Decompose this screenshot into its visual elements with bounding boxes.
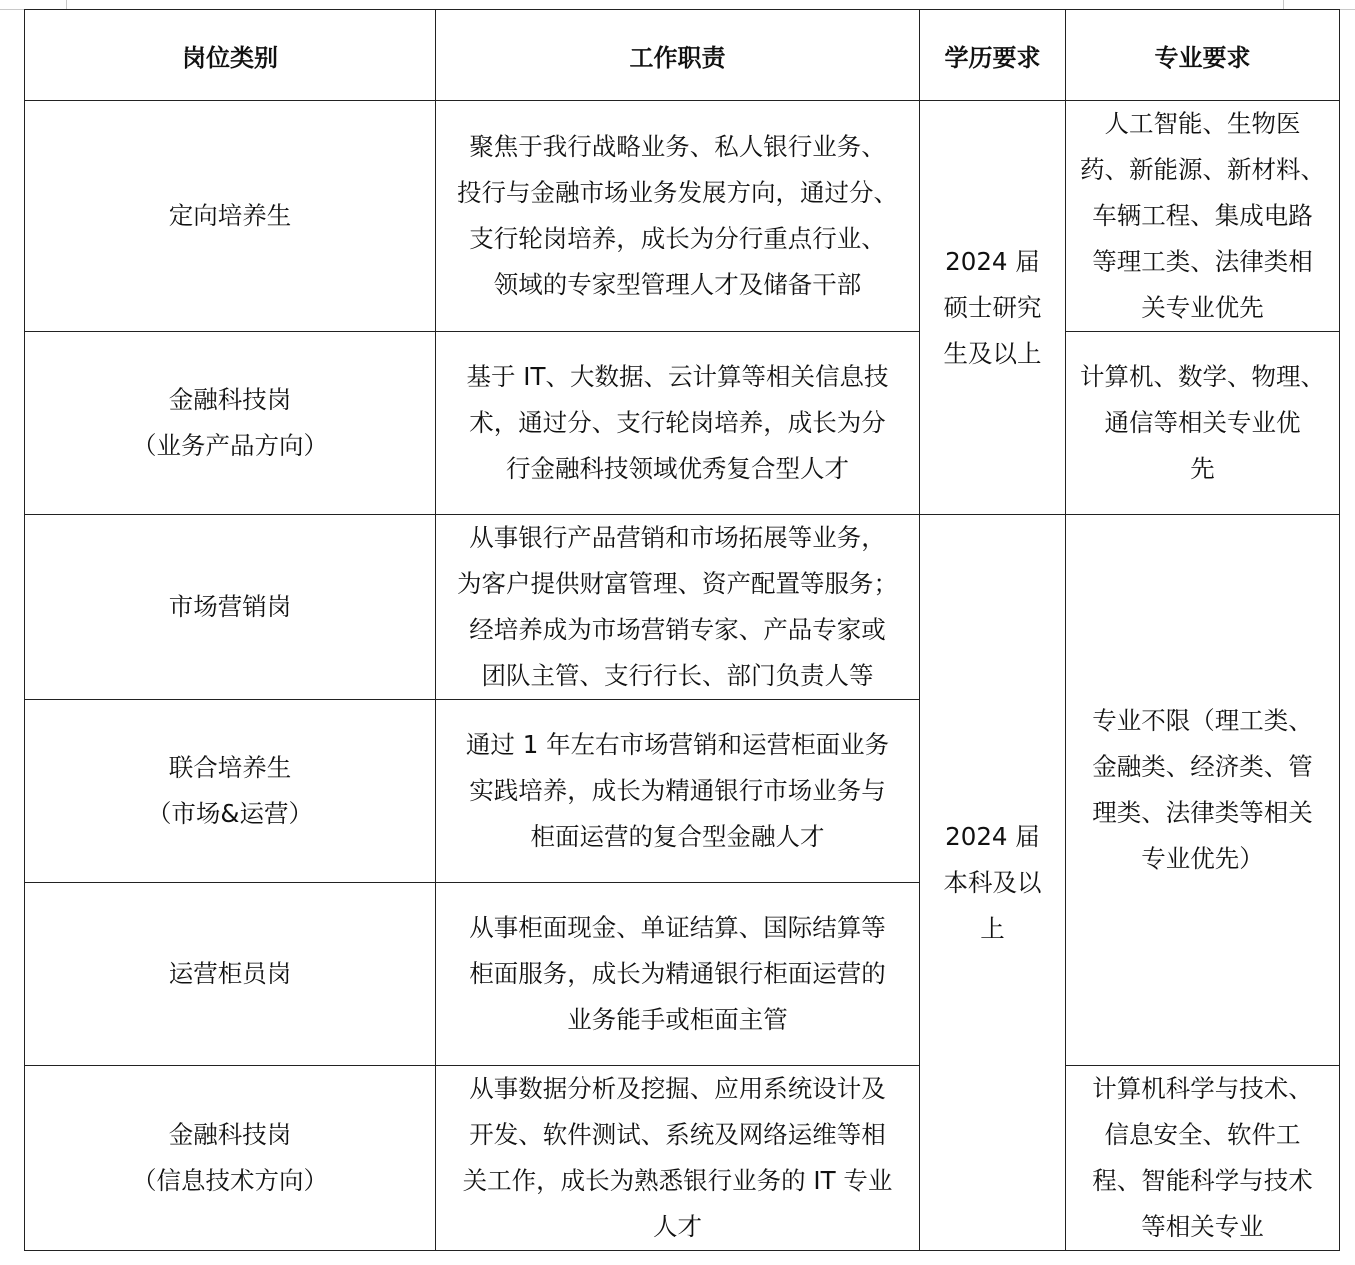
major-cell: 计算机、数学、物理、 通信等相关专业优 先 <box>1066 332 1340 515</box>
header-education: 学历要求 <box>920 10 1066 101</box>
table-row <box>25 515 1340 700</box>
header-category: 岗位类别 <box>25 10 436 101</box>
table-row <box>25 1066 1340 1251</box>
duties-cell: 从事数据分析及挖掘、应用系统设计及 开发、软件测试、系统及网络运维等相 关工作，成长为熟悉银行业务的 IT 专业 人才 <box>436 1066 920 1251</box>
duties-cell: 从事银行产品营销和市场拓展等业务， 为客户提供财富管理、资产配置等服务； 经培养成为市场营销专家、产品专家或 团队主管、支行行长、部门负责人等 <box>436 515 920 700</box>
category-cell: 金融科技岗 （业务产品方向） <box>25 332 436 515</box>
major-cell: 专业不限（理工类、 金融类、经济类、管 理类、法律类等相关 专业优先） <box>1066 515 1340 1066</box>
header-major: 专业要求 <box>1066 10 1340 101</box>
table-row <box>25 332 1340 515</box>
major-cell: 计算机科学与技术、 信息安全、软件工 程、智能科学与技术 等相关专业 <box>1066 1066 1340 1251</box>
category-cell: 市场营销岗 <box>25 515 436 700</box>
duties-cell: 通过 1 年左右市场营销和运营柜面业务 实践培养，成长为精通银行市场业务与 柜面运营的复合型金融人才 <box>436 700 920 883</box>
category-cell: 运营柜员岗 <box>25 883 436 1066</box>
duties-cell: 聚焦于我行战略业务、私人银行业务、 投行与金融市场业务发展方向，通过分、 支行轮岗培养，成长为分行重点行业、 领域的专家型管理人才及储备干部 <box>436 101 920 332</box>
duties-cell: 从事柜面现金、单证结算、国际结算等 柜面服务，成长为精通银行柜面运营的 业务能手或柜面主管 <box>436 883 920 1066</box>
category-cell: 定向培养生 <box>25 101 436 332</box>
header-row <box>25 10 1340 101</box>
education-cell-undergrad: 2024 届 本科及以 上 <box>920 515 1066 1251</box>
table-row <box>25 101 1340 332</box>
major-cell: 人工智能、生物医 药、新能源、新材料、 车辆工程、集成电路 等理工类、法律类相 关专业优先 <box>1066 101 1340 332</box>
duties-cell: 基于 IT、大数据、云计算等相关信息技 术，通过分、支行轮岗培养，成长为分 行金融科技领域优秀复合型人才 <box>436 332 920 515</box>
category-cell: 金融科技岗 （信息技术方向） <box>25 1066 436 1251</box>
category-cell: 联合培养生 （市场&运营） <box>25 700 436 883</box>
education-cell-graduate: 2024 届 硕士研究 生及以上 <box>920 101 1066 515</box>
header-duties: 工作职责 <box>436 10 920 101</box>
recruitment-table <box>24 9 1340 1251</box>
